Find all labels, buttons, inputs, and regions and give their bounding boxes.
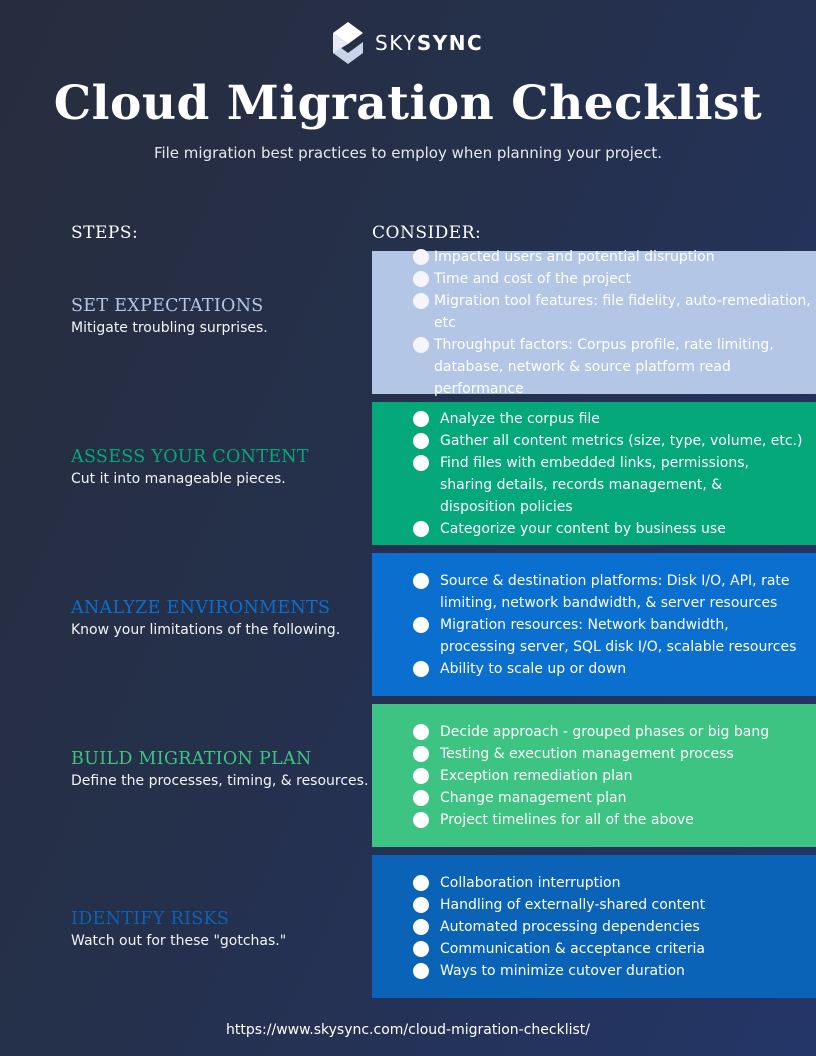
step-description: Mitigate troubling surprises. [71,320,268,336]
consider-item [413,334,816,400]
consider-item-text: Impacted users and potential disruption [434,248,715,265]
consider-item [413,894,816,916]
bullet-icon [413,790,429,806]
consider-item-text: Time and cost of the project [434,270,631,287]
bullet-icon [413,249,429,265]
steps-column-header: STEPS: [71,223,139,243]
consider-item [413,614,816,658]
consider-item [413,765,816,787]
bullet-icon [413,617,429,633]
step-title: BUILD MIGRATION PLAN [71,749,312,769]
consider-box-set-expectations [372,248,816,397]
consider-item [413,268,816,290]
consider-item-text: Categorize your content by business use [440,520,726,537]
consider-item-text: Automated processing dependencies [440,918,700,935]
skysync-logo-icon [333,22,363,64]
consider-item [413,246,816,268]
consider-box-assess-content [372,402,816,545]
consider-item [413,408,816,430]
bullet-icon [413,768,429,784]
step-title: SET EXPECTATIONS [71,296,264,316]
consider-item-text: Throughput factors: Corpus profile, rate limiting, database, network & source platform read performance [434,336,774,397]
bullet-icon [413,293,429,309]
step-analyze-environments [71,598,361,638]
step-assess-content [71,447,361,487]
consider-item [413,452,816,518]
consider-item-text: Testing & execution management process [440,745,734,762]
consider-item [413,960,816,982]
bullet-icon [413,521,429,537]
page-subtitle: File migration best practices to employ when planning your project. [153,144,663,162]
consider-list [413,408,816,540]
brand-name-light: SKY [375,31,417,55]
bullet-icon [413,433,429,449]
consider-list [413,721,816,831]
footer-url[interactable]: https://www.skysync.com/cloud-migration-checklist/ [226,1022,590,1038]
consider-item-text: Source & destination platforms: Disk I/O, API, rate limiting, network bandwidth, & server resources [440,572,790,611]
consider-list [413,246,816,400]
step-title: ANALYZE ENVIRONMENTS [71,598,331,618]
consider-item-text: Communication & acceptance criteria [440,940,706,957]
consider-item [413,658,816,680]
step-title: ASSESS YOUR CONTENT [71,447,309,467]
consider-item-text: Analyze the corpus file [440,410,600,427]
consider-item [413,938,816,960]
bullet-icon [413,919,429,935]
bullet-icon [413,941,429,957]
consider-item-text: Gather all content metrics (size, type, volume, etc.) [440,432,803,449]
brand-name [375,31,483,55]
bullet-icon [413,746,429,762]
consider-item-text: Handling of externally-shared content [440,896,706,913]
bullet-icon [413,875,429,891]
bullet-icon [413,724,429,740]
bullet-icon [413,897,429,913]
consider-item-text: Ways to minimize cutover duration [440,962,685,979]
consider-item-text: Migration tool features: file fidelity, auto-remediation, etc [434,292,811,331]
consider-item-text: Decide approach - grouped phases or big bang [440,723,770,740]
brand-name-bold: SYNC [416,31,484,55]
consider-item [413,721,816,743]
consider-box-build-plan [372,704,816,847]
consider-item-text: Find files with embedded links, permissions, sharing details, records management, & disposition policies [440,454,749,515]
consider-list [413,570,816,680]
skysync-logo [333,22,483,64]
consider-item [413,872,816,894]
consider-list [413,872,816,982]
step-set-expectations [71,296,361,336]
consider-item-text: Change management plan [440,789,627,806]
consider-item [413,430,816,452]
consider-item-text: Exception remediation plan [440,767,633,784]
consider-item [413,809,816,831]
consider-box-analyze-environments [372,553,816,696]
step-build-plan [71,749,369,789]
step-description: Define the processes, timing, & resources. [71,773,369,789]
consider-item [413,916,816,938]
bullet-icon [413,455,429,471]
consider-column-header: CONSIDER: [372,223,482,243]
bullet-icon [413,812,429,828]
bullet-icon [413,337,429,353]
bullet-icon [413,411,429,427]
consider-item-text: Project timelines for all of the above [440,811,694,828]
consider-item-text: Migration resources: Network bandwidth, processing server, SQL disk I/O, scalable resources [440,616,797,655]
page-title: Cloud Migration Checklist [53,76,763,131]
consider-item-text: Collaboration interruption [440,874,621,891]
bullet-icon [413,661,429,677]
bullet-icon [413,573,429,589]
consider-item-text: Ability to scale up or down [440,660,627,677]
bullet-icon [413,963,429,979]
step-identify-risks [71,909,361,949]
step-title: IDENTIFY RISKS [71,909,230,929]
step-description: Cut it into manageable pieces. [71,471,286,487]
consider-item [413,518,816,540]
consider-item [413,290,816,334]
consider-item [413,743,816,765]
consider-item [413,787,816,809]
bullet-icon [413,271,429,287]
consider-box-identify-risks [372,855,816,998]
step-description: Know your limitations of the following. [71,622,341,638]
step-description: Watch out for these "gotchas." [71,933,287,949]
consider-item [413,570,816,614]
